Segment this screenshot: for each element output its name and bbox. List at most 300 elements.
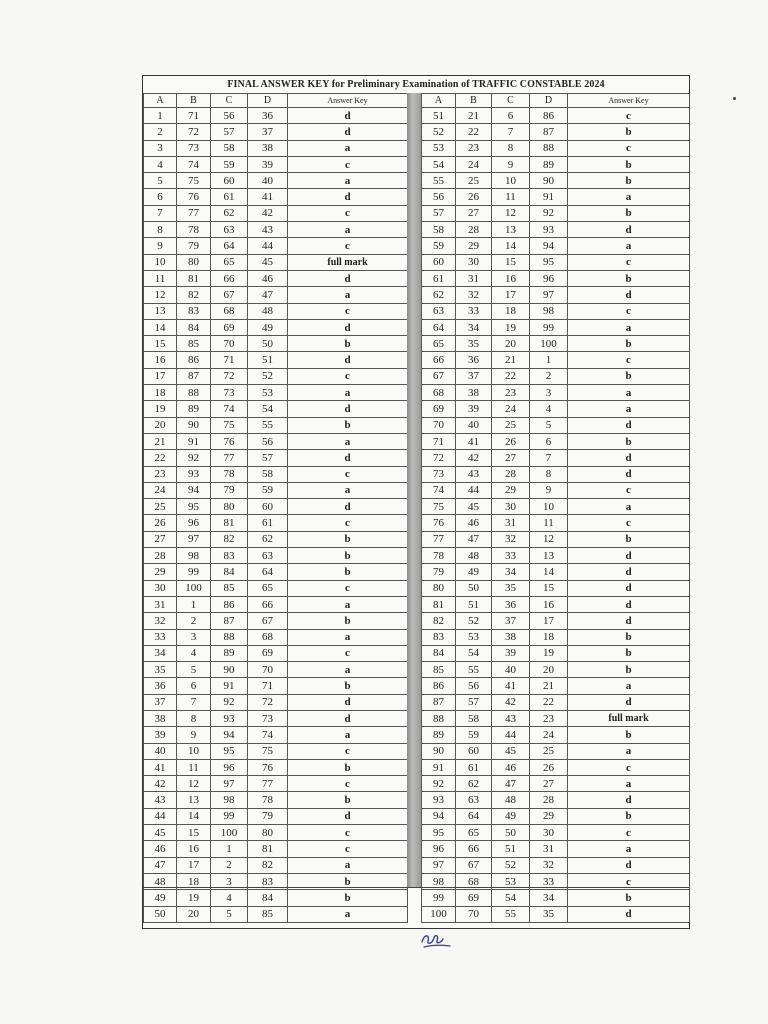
cell-b: 93 — [177, 466, 211, 482]
table-row — [144, 336, 408, 352]
cell-a: 97 — [422, 857, 456, 873]
cell-a: 54 — [422, 156, 456, 172]
cell-c: 26 — [492, 433, 530, 449]
cell-a: 78 — [422, 548, 456, 564]
cell-a: 55 — [422, 173, 456, 189]
cell-d: 47 — [248, 287, 288, 303]
cell-answer: d — [288, 499, 408, 515]
cell-answer: d — [568, 466, 690, 482]
cell-answer: d — [288, 189, 408, 205]
cell-c: 60 — [211, 173, 248, 189]
table-row — [144, 645, 408, 661]
cell-answer: b — [288, 548, 408, 564]
cell-a: 18 — [144, 385, 177, 401]
cell-answer: c — [568, 825, 690, 841]
cell-a: 31 — [144, 596, 177, 612]
cell-c: 89 — [211, 645, 248, 661]
table-row — [422, 417, 690, 433]
cell-answer: b — [288, 678, 408, 694]
cell-a: 45 — [144, 825, 177, 841]
table-row — [144, 303, 408, 319]
cell-a: 53 — [422, 140, 456, 156]
cell-b: 32 — [456, 287, 492, 303]
cell-a: 17 — [144, 368, 177, 384]
table-row — [144, 613, 408, 629]
cell-a: 72 — [422, 450, 456, 466]
cell-c: 52 — [492, 857, 530, 873]
cell-b: 19 — [177, 890, 211, 906]
answer-key-sheet — [142, 75, 690, 929]
cell-answer: a — [288, 482, 408, 498]
cell-c: 56 — [211, 108, 248, 124]
table-row — [144, 548, 408, 564]
cell-a: 77 — [422, 531, 456, 547]
cell-d: 26 — [530, 759, 568, 775]
table-row — [144, 173, 408, 189]
cell-c: 14 — [492, 238, 530, 254]
cell-c: 16 — [492, 270, 530, 286]
cell-c: 8 — [492, 140, 530, 156]
cell-c: 93 — [211, 710, 248, 726]
cell-answer: a — [568, 841, 690, 857]
cell-d: 70 — [248, 662, 288, 678]
cell-answer: c — [288, 743, 408, 759]
cell-b: 52 — [456, 613, 492, 629]
cell-a: 65 — [422, 336, 456, 352]
cell-a: 91 — [422, 759, 456, 775]
table-row — [422, 678, 690, 694]
cell-d: 76 — [248, 759, 288, 775]
cell-c: 77 — [211, 450, 248, 466]
cell-answer: a — [288, 385, 408, 401]
cell-answer: d — [288, 352, 408, 368]
cell-b: 39 — [456, 401, 492, 417]
table-row — [144, 515, 408, 531]
cell-d: 60 — [248, 499, 288, 515]
table-row — [422, 710, 690, 726]
cell-d: 87 — [530, 124, 568, 140]
cell-c: 68 — [211, 303, 248, 319]
cell-answer: c — [568, 108, 690, 124]
cell-d: 3 — [530, 385, 568, 401]
cell-d: 22 — [530, 694, 568, 710]
cell-answer: a — [288, 857, 408, 873]
cell-c: 21 — [492, 352, 530, 368]
cell-a: 79 — [422, 564, 456, 580]
cell-b: 59 — [456, 727, 492, 743]
cell-b: 99 — [177, 564, 211, 580]
cell-d: 64 — [248, 564, 288, 580]
cell-d: 25 — [530, 743, 568, 759]
cell-a: 63 — [422, 303, 456, 319]
cell-b: 48 — [456, 548, 492, 564]
cell-d: 52 — [248, 368, 288, 384]
cell-answer: d — [568, 287, 690, 303]
cell-a: 34 — [144, 645, 177, 661]
table-row — [422, 433, 690, 449]
table-row — [144, 450, 408, 466]
cell-d: 1 — [530, 352, 568, 368]
cell-c: 80 — [211, 499, 248, 515]
cell-answer: d — [568, 596, 690, 612]
table-row — [422, 108, 690, 124]
cell-b: 1 — [177, 596, 211, 612]
cell-c: 29 — [492, 482, 530, 498]
cell-c: 5 — [211, 906, 248, 922]
table-row — [144, 564, 408, 580]
cell-b: 68 — [456, 873, 492, 889]
table-row — [422, 482, 690, 498]
cell-a: 43 — [144, 792, 177, 808]
cell-c: 12 — [492, 205, 530, 221]
cell-d: 57 — [248, 450, 288, 466]
cell-d: 39 — [248, 156, 288, 172]
cell-d: 92 — [530, 205, 568, 221]
table-row — [422, 368, 690, 384]
cell-a: 83 — [422, 629, 456, 645]
cell-c: 67 — [211, 287, 248, 303]
cell-answer: c — [568, 873, 690, 889]
cell-c: 88 — [211, 629, 248, 645]
cell-answer: d — [288, 808, 408, 824]
cell-c: 86 — [211, 596, 248, 612]
table-row — [422, 189, 690, 205]
cell-answer: a — [568, 238, 690, 254]
cell-b: 63 — [456, 792, 492, 808]
cell-c: 85 — [211, 580, 248, 596]
cell-a: 15 — [144, 336, 177, 352]
cell-b: 80 — [177, 254, 211, 270]
table-row — [144, 319, 408, 335]
cell-a: 14 — [144, 319, 177, 335]
cell-d: 73 — [248, 710, 288, 726]
cell-answer: c — [288, 303, 408, 319]
cell-b: 33 — [456, 303, 492, 319]
cell-c: 64 — [211, 238, 248, 254]
table-row — [422, 156, 690, 172]
cell-answer: d — [568, 450, 690, 466]
cell-a: 85 — [422, 662, 456, 678]
cell-c: 13 — [492, 222, 530, 238]
answer-key-table-left — [143, 93, 408, 923]
cell-c: 51 — [492, 841, 530, 857]
column-header-b: B — [177, 94, 211, 108]
cell-d: 53 — [248, 385, 288, 401]
cell-answer: b — [288, 613, 408, 629]
cell-d: 15 — [530, 580, 568, 596]
cell-a: 21 — [144, 433, 177, 449]
table-row — [422, 336, 690, 352]
cell-b: 14 — [177, 808, 211, 824]
table-row — [144, 710, 408, 726]
table-row — [144, 254, 408, 270]
cell-b: 76 — [177, 189, 211, 205]
cell-d: 40 — [248, 173, 288, 189]
cell-c: 18 — [492, 303, 530, 319]
cell-a: 25 — [144, 499, 177, 515]
cell-d: 29 — [530, 808, 568, 824]
cell-c: 78 — [211, 466, 248, 482]
cell-b: 57 — [456, 694, 492, 710]
table-row — [144, 222, 408, 238]
cell-answer: b — [288, 759, 408, 775]
table-row — [144, 368, 408, 384]
cell-a: 33 — [144, 629, 177, 645]
cell-a: 88 — [422, 710, 456, 726]
table-row — [144, 678, 408, 694]
cell-c: 3 — [211, 873, 248, 889]
table-row — [422, 466, 690, 482]
cell-answer: c — [568, 482, 690, 498]
cell-c: 41 — [492, 678, 530, 694]
cell-answer: c — [288, 466, 408, 482]
cell-b: 85 — [177, 336, 211, 352]
cell-c: 61 — [211, 189, 248, 205]
table-row — [422, 694, 690, 710]
footer-blank-area — [143, 887, 689, 929]
cell-d: 95 — [530, 254, 568, 270]
table-row — [422, 238, 690, 254]
table-row — [422, 662, 690, 678]
cell-answer: d — [288, 450, 408, 466]
cell-c: 25 — [492, 417, 530, 433]
cell-b: 97 — [177, 531, 211, 547]
cell-d: 55 — [248, 417, 288, 433]
cell-a: 36 — [144, 678, 177, 694]
cell-answer: b — [288, 531, 408, 547]
cell-b: 64 — [456, 808, 492, 824]
cell-d: 74 — [248, 727, 288, 743]
cell-answer: c — [288, 156, 408, 172]
cell-c: 31 — [492, 515, 530, 531]
cell-c: 76 — [211, 433, 248, 449]
cell-a: 6 — [144, 189, 177, 205]
cell-a: 64 — [422, 319, 456, 335]
table-row — [144, 482, 408, 498]
cell-c: 59 — [211, 156, 248, 172]
cell-b: 4 — [177, 645, 211, 661]
cell-c: 66 — [211, 270, 248, 286]
cell-answer: c — [288, 515, 408, 531]
cell-a: 99 — [422, 890, 456, 906]
cell-a: 40 — [144, 743, 177, 759]
cell-a: 4 — [144, 156, 177, 172]
cell-a: 29 — [144, 564, 177, 580]
cell-a: 38 — [144, 710, 177, 726]
table-row — [422, 825, 690, 841]
cell-d: 28 — [530, 792, 568, 808]
table-row — [144, 124, 408, 140]
table-row — [422, 580, 690, 596]
table-row — [144, 662, 408, 678]
cell-a: 9 — [144, 238, 177, 254]
cell-a: 30 — [144, 580, 177, 596]
cell-d: 61 — [248, 515, 288, 531]
cell-answer: b — [288, 873, 408, 889]
cell-b: 28 — [456, 222, 492, 238]
cell-a: 73 — [422, 466, 456, 482]
cell-b: 66 — [456, 841, 492, 857]
table-row — [422, 857, 690, 873]
cell-b: 45 — [456, 499, 492, 515]
table-row — [422, 629, 690, 645]
cell-b: 56 — [456, 678, 492, 694]
cell-c: 9 — [492, 156, 530, 172]
cell-c: 99 — [211, 808, 248, 824]
table-row — [422, 759, 690, 775]
cell-answer: a — [288, 596, 408, 612]
cell-b: 40 — [456, 417, 492, 433]
cell-b: 81 — [177, 270, 211, 286]
cell-answer: d — [568, 613, 690, 629]
cell-answer: a — [288, 140, 408, 156]
cell-d: 78 — [248, 792, 288, 808]
cell-a: 42 — [144, 776, 177, 792]
cell-d: 37 — [248, 124, 288, 140]
cell-b: 18 — [177, 873, 211, 889]
cell-d: 6 — [530, 433, 568, 449]
cell-a: 90 — [422, 743, 456, 759]
cell-d: 99 — [530, 319, 568, 335]
table-header-row — [144, 94, 408, 108]
cell-d: 23 — [530, 710, 568, 726]
cell-answer: d — [288, 710, 408, 726]
document-title: FINAL ANSWER KEY for Preliminary Examination of TRAFFIC CONSTABLE 2024 — [143, 76, 689, 94]
cell-d: 51 — [248, 352, 288, 368]
cell-b: 20 — [177, 906, 211, 922]
cell-b: 35 — [456, 336, 492, 352]
cell-d: 32 — [530, 857, 568, 873]
cell-a: 44 — [144, 808, 177, 824]
cell-answer: full mark — [288, 254, 408, 270]
cell-c: 11 — [492, 189, 530, 205]
column-header-answer-key: Answer Key — [288, 94, 408, 108]
table-row — [422, 303, 690, 319]
table-row — [422, 645, 690, 661]
cell-d: 75 — [248, 743, 288, 759]
cell-d: 4 — [530, 401, 568, 417]
cell-b: 75 — [177, 173, 211, 189]
cell-c: 40 — [492, 662, 530, 678]
cell-answer: b — [568, 890, 690, 906]
table-row — [422, 287, 690, 303]
cell-b: 67 — [456, 857, 492, 873]
table-row — [422, 352, 690, 368]
cell-b: 7 — [177, 694, 211, 710]
column-header-a: A — [144, 94, 177, 108]
cell-c: 54 — [492, 890, 530, 906]
cell-a: 68 — [422, 385, 456, 401]
table-row — [422, 548, 690, 564]
cell-d: 41 — [248, 189, 288, 205]
table-row — [144, 694, 408, 710]
cell-b: 42 — [456, 450, 492, 466]
cell-d: 86 — [530, 108, 568, 124]
cell-d: 34 — [530, 890, 568, 906]
cell-b: 89 — [177, 401, 211, 417]
cell-answer: d — [288, 401, 408, 417]
cell-c: 72 — [211, 368, 248, 384]
cell-b: 60 — [456, 743, 492, 759]
cell-a: 95 — [422, 825, 456, 841]
cell-b: 36 — [456, 352, 492, 368]
cell-d: 79 — [248, 808, 288, 824]
cell-d: 12 — [530, 531, 568, 547]
cell-d: 24 — [530, 727, 568, 743]
cell-b: 50 — [456, 580, 492, 596]
cell-b: 6 — [177, 678, 211, 694]
cell-b: 83 — [177, 303, 211, 319]
cell-b: 87 — [177, 368, 211, 384]
cell-answer: b — [288, 336, 408, 352]
cell-d: 31 — [530, 841, 568, 857]
cell-answer: b — [568, 727, 690, 743]
cell-a: 41 — [144, 759, 177, 775]
table-row — [144, 401, 408, 417]
cell-answer: a — [288, 433, 408, 449]
cell-d: 10 — [530, 499, 568, 515]
cell-b: 23 — [456, 140, 492, 156]
table-row — [144, 776, 408, 792]
cell-c: 43 — [492, 710, 530, 726]
cell-a: 76 — [422, 515, 456, 531]
cell-d: 84 — [248, 890, 288, 906]
cell-answer: c — [288, 205, 408, 221]
table-row — [144, 287, 408, 303]
cell-a: 28 — [144, 548, 177, 564]
cell-a: 96 — [422, 841, 456, 857]
cell-a: 51 — [422, 108, 456, 124]
cell-c: 79 — [211, 482, 248, 498]
table-row — [144, 385, 408, 401]
cell-c: 94 — [211, 727, 248, 743]
column-gutter — [407, 93, 421, 887]
cell-a: 70 — [422, 417, 456, 433]
scan-speck — [733, 97, 736, 100]
cell-c: 33 — [492, 548, 530, 564]
cell-b: 73 — [177, 140, 211, 156]
cell-b: 9 — [177, 727, 211, 743]
answer-key-rows-left — [144, 108, 408, 923]
cell-d: 66 — [248, 596, 288, 612]
cell-c: 35 — [492, 580, 530, 596]
cell-answer: c — [568, 303, 690, 319]
table-row — [144, 580, 408, 596]
cell-c: 32 — [492, 531, 530, 547]
cell-d: 91 — [530, 189, 568, 205]
cell-b: 25 — [456, 173, 492, 189]
cell-c: 75 — [211, 417, 248, 433]
cell-c: 44 — [492, 727, 530, 743]
table-row — [144, 189, 408, 205]
cell-d: 16 — [530, 596, 568, 612]
cell-b: 17 — [177, 857, 211, 873]
cell-b: 100 — [177, 580, 211, 596]
cell-a: 26 — [144, 515, 177, 531]
cell-c: 73 — [211, 385, 248, 401]
cell-answer: b — [288, 417, 408, 433]
cell-c: 90 — [211, 662, 248, 678]
cell-d: 58 — [248, 466, 288, 482]
cell-d: 13 — [530, 548, 568, 564]
table-row — [422, 515, 690, 531]
cell-a: 80 — [422, 580, 456, 596]
table-row — [422, 841, 690, 857]
cell-d: 27 — [530, 776, 568, 792]
cell-answer: b — [568, 124, 690, 140]
cell-c: 69 — [211, 319, 248, 335]
answer-key-table-right — [421, 93, 690, 923]
